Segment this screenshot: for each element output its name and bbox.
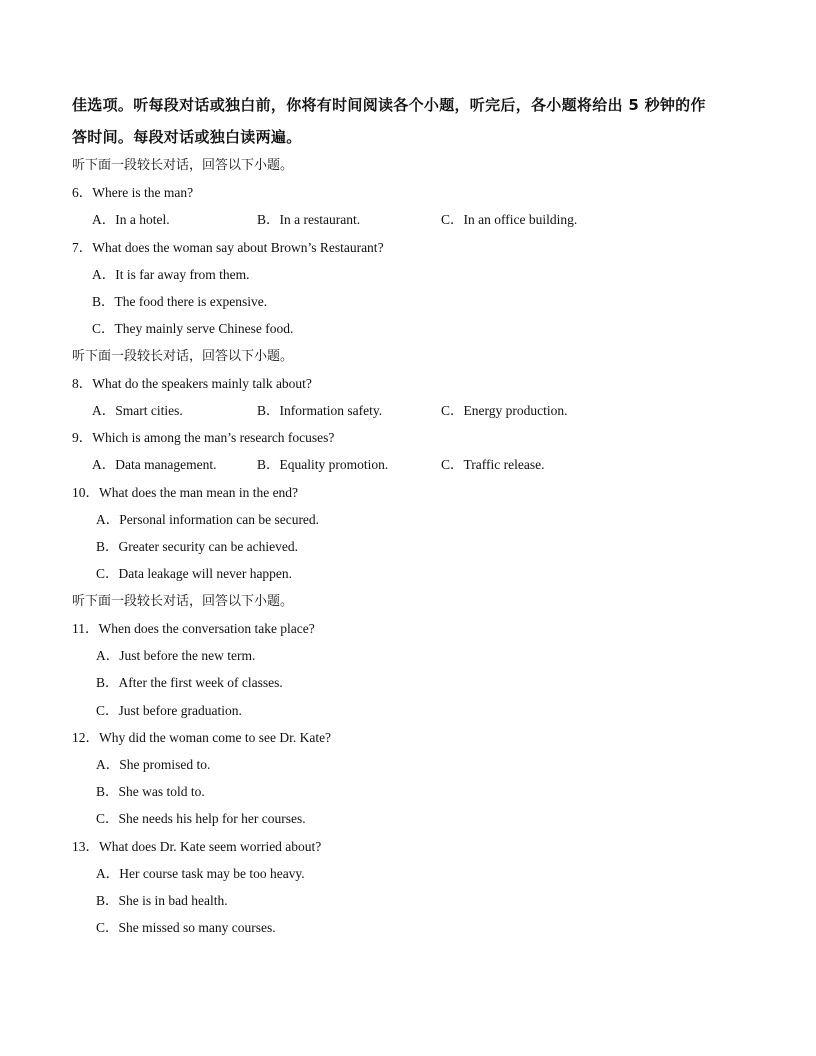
q10-option-a: A．Personal information can be secured. <box>96 512 320 527</box>
section-heading-2: 听下面一段较长对话，回答以下小题。 <box>72 349 294 364</box>
question-11: 11．When does the conversation take place? <box>72 621 315 636</box>
q11-option-c: C．Just before graduation. <box>96 703 242 718</box>
q12-option-b: B．She was told to. <box>96 784 205 799</box>
question-12: 12．Why did the woman come to see Dr. Kate? <box>72 730 332 745</box>
q9-option-a: A．Data management. <box>92 457 217 472</box>
q11-option-a: A．Just before the new term. <box>96 648 256 663</box>
q8-option-a: A．Smart cities. <box>92 403 183 418</box>
q9-option-b: B．Equality promotion. <box>257 457 389 472</box>
section-heading-3: 听下面一段较长对话，回答以下小题。 <box>72 594 294 609</box>
question-9: 9．Which is among the man’s research focuses? <box>72 430 335 445</box>
section-heading-1: 听下面一段较长对话，回答以下小题。 <box>72 158 294 173</box>
q13-option-a: A．Her course task may be too heavy. <box>96 866 305 881</box>
q6-option-a: A．In a hotel. <box>92 212 170 227</box>
q7-option-c: C．They mainly serve Chinese food. <box>92 321 294 336</box>
q9-option-c: C．Traffic release. <box>441 457 545 472</box>
q13-option-c: C．She missed so many courses. <box>96 920 276 935</box>
q7-option-b: B．The food there is expensive. <box>92 294 268 309</box>
q7-option-a: A．It is far away from them. <box>92 267 250 282</box>
instruction-line-1: 佳选项。听每段对话或独白前，你将有时间阅读各个小题，听完后，各小题将给出 5 秒钟的作 <box>72 96 706 114</box>
question-10: 10．What does the man mean in the end? <box>72 485 299 500</box>
question-8: 8．What do the speakers mainly talk about? <box>72 376 312 391</box>
q13-option-b: B．She is in bad health. <box>96 893 228 908</box>
q8-option-b: B．Information safety. <box>257 403 383 418</box>
q8-option-c: C．Energy production. <box>441 403 568 418</box>
instruction-line-2: 答时间。每段对话或独白读两遍。 <box>72 128 302 146</box>
q11-option-b: B．After the first week of classes. <box>96 675 283 690</box>
q12-option-c: C．She needs his help for her courses. <box>96 811 306 826</box>
question-7: 7．What does the woman say about Brown’s Restaurant? <box>72 240 384 255</box>
q6-option-b: B．In a restaurant. <box>257 212 361 227</box>
question-6: 6．Where is the man? <box>72 185 194 200</box>
q6-option-c: C．In an office building. <box>441 212 578 227</box>
question-13: 13．What does Dr. Kate seem worried about? <box>72 839 322 854</box>
q10-option-c: C．Data leakage will never happen. <box>96 566 293 581</box>
q12-option-a: A．She promised to. <box>96 757 211 772</box>
q10-option-b: B．Greater security can be achieved. <box>96 539 299 554</box>
